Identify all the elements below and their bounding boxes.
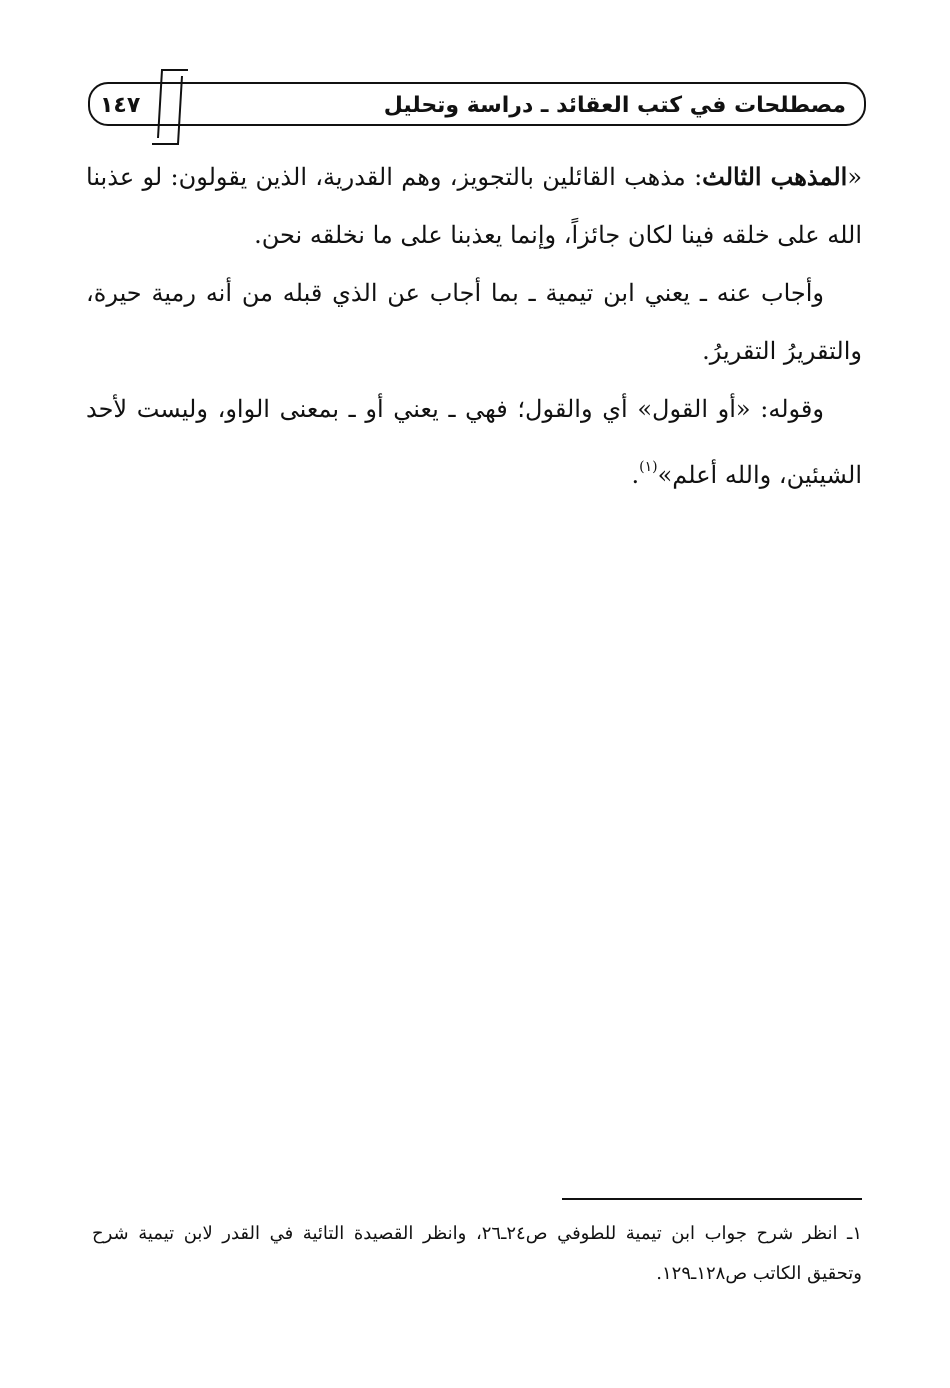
running-header-title: مصطلحات في كتب العقائد ـ دراسة وتحليل <box>383 93 846 118</box>
paragraph-2-text: وأجاب عنه ـ يعني ابن تيمية ـ بما أجاب عن الذي قبله من أنه رمية حيرة، والتقريرُ التقريرُ. <box>86 279 862 365</box>
paragraph-1-label: المذهب الثالث <box>702 162 848 191</box>
paragraph-1-text: : مذهب القائلين بالتجويز، وهم القدرية، الذين يقولون: لو عذبنا الله على خلقه فينا لكان جائزاً، وإنما يعذبنا على ما نخلقه نحن. <box>86 163 862 249</box>
open-quote: « <box>847 163 862 191</box>
footnote-1: ١ـ انظر شرح جواب ابن تيمية للطوفي ص٢٤ـ٢٦، وانظر القصيدة التائية في القدر لابن تيمية شرح وتحقيق الكاتب ص١٢٨ـ١٢٩. <box>92 1223 862 1284</box>
paragraph-3 <box>86 380 862 504</box>
paragraph-2 <box>86 264 862 380</box>
paragraph-3-end: . <box>631 461 640 489</box>
paragraph-1 <box>86 148 862 264</box>
page-number: ١٤٧ <box>100 93 141 118</box>
footnotes <box>92 1214 862 1294</box>
page-number-tab <box>150 68 190 146</box>
footnote-reference: (١) <box>639 459 658 475</box>
paragraph-3-text: وقوله: «أو القول» أي والقول؛ فهي ـ يعني أو ـ بمعنى الواو، وليست لأحد الشيئين، والله أعلم» <box>86 395 862 489</box>
footnote-separator <box>562 1198 862 1200</box>
main-text <box>86 148 862 504</box>
